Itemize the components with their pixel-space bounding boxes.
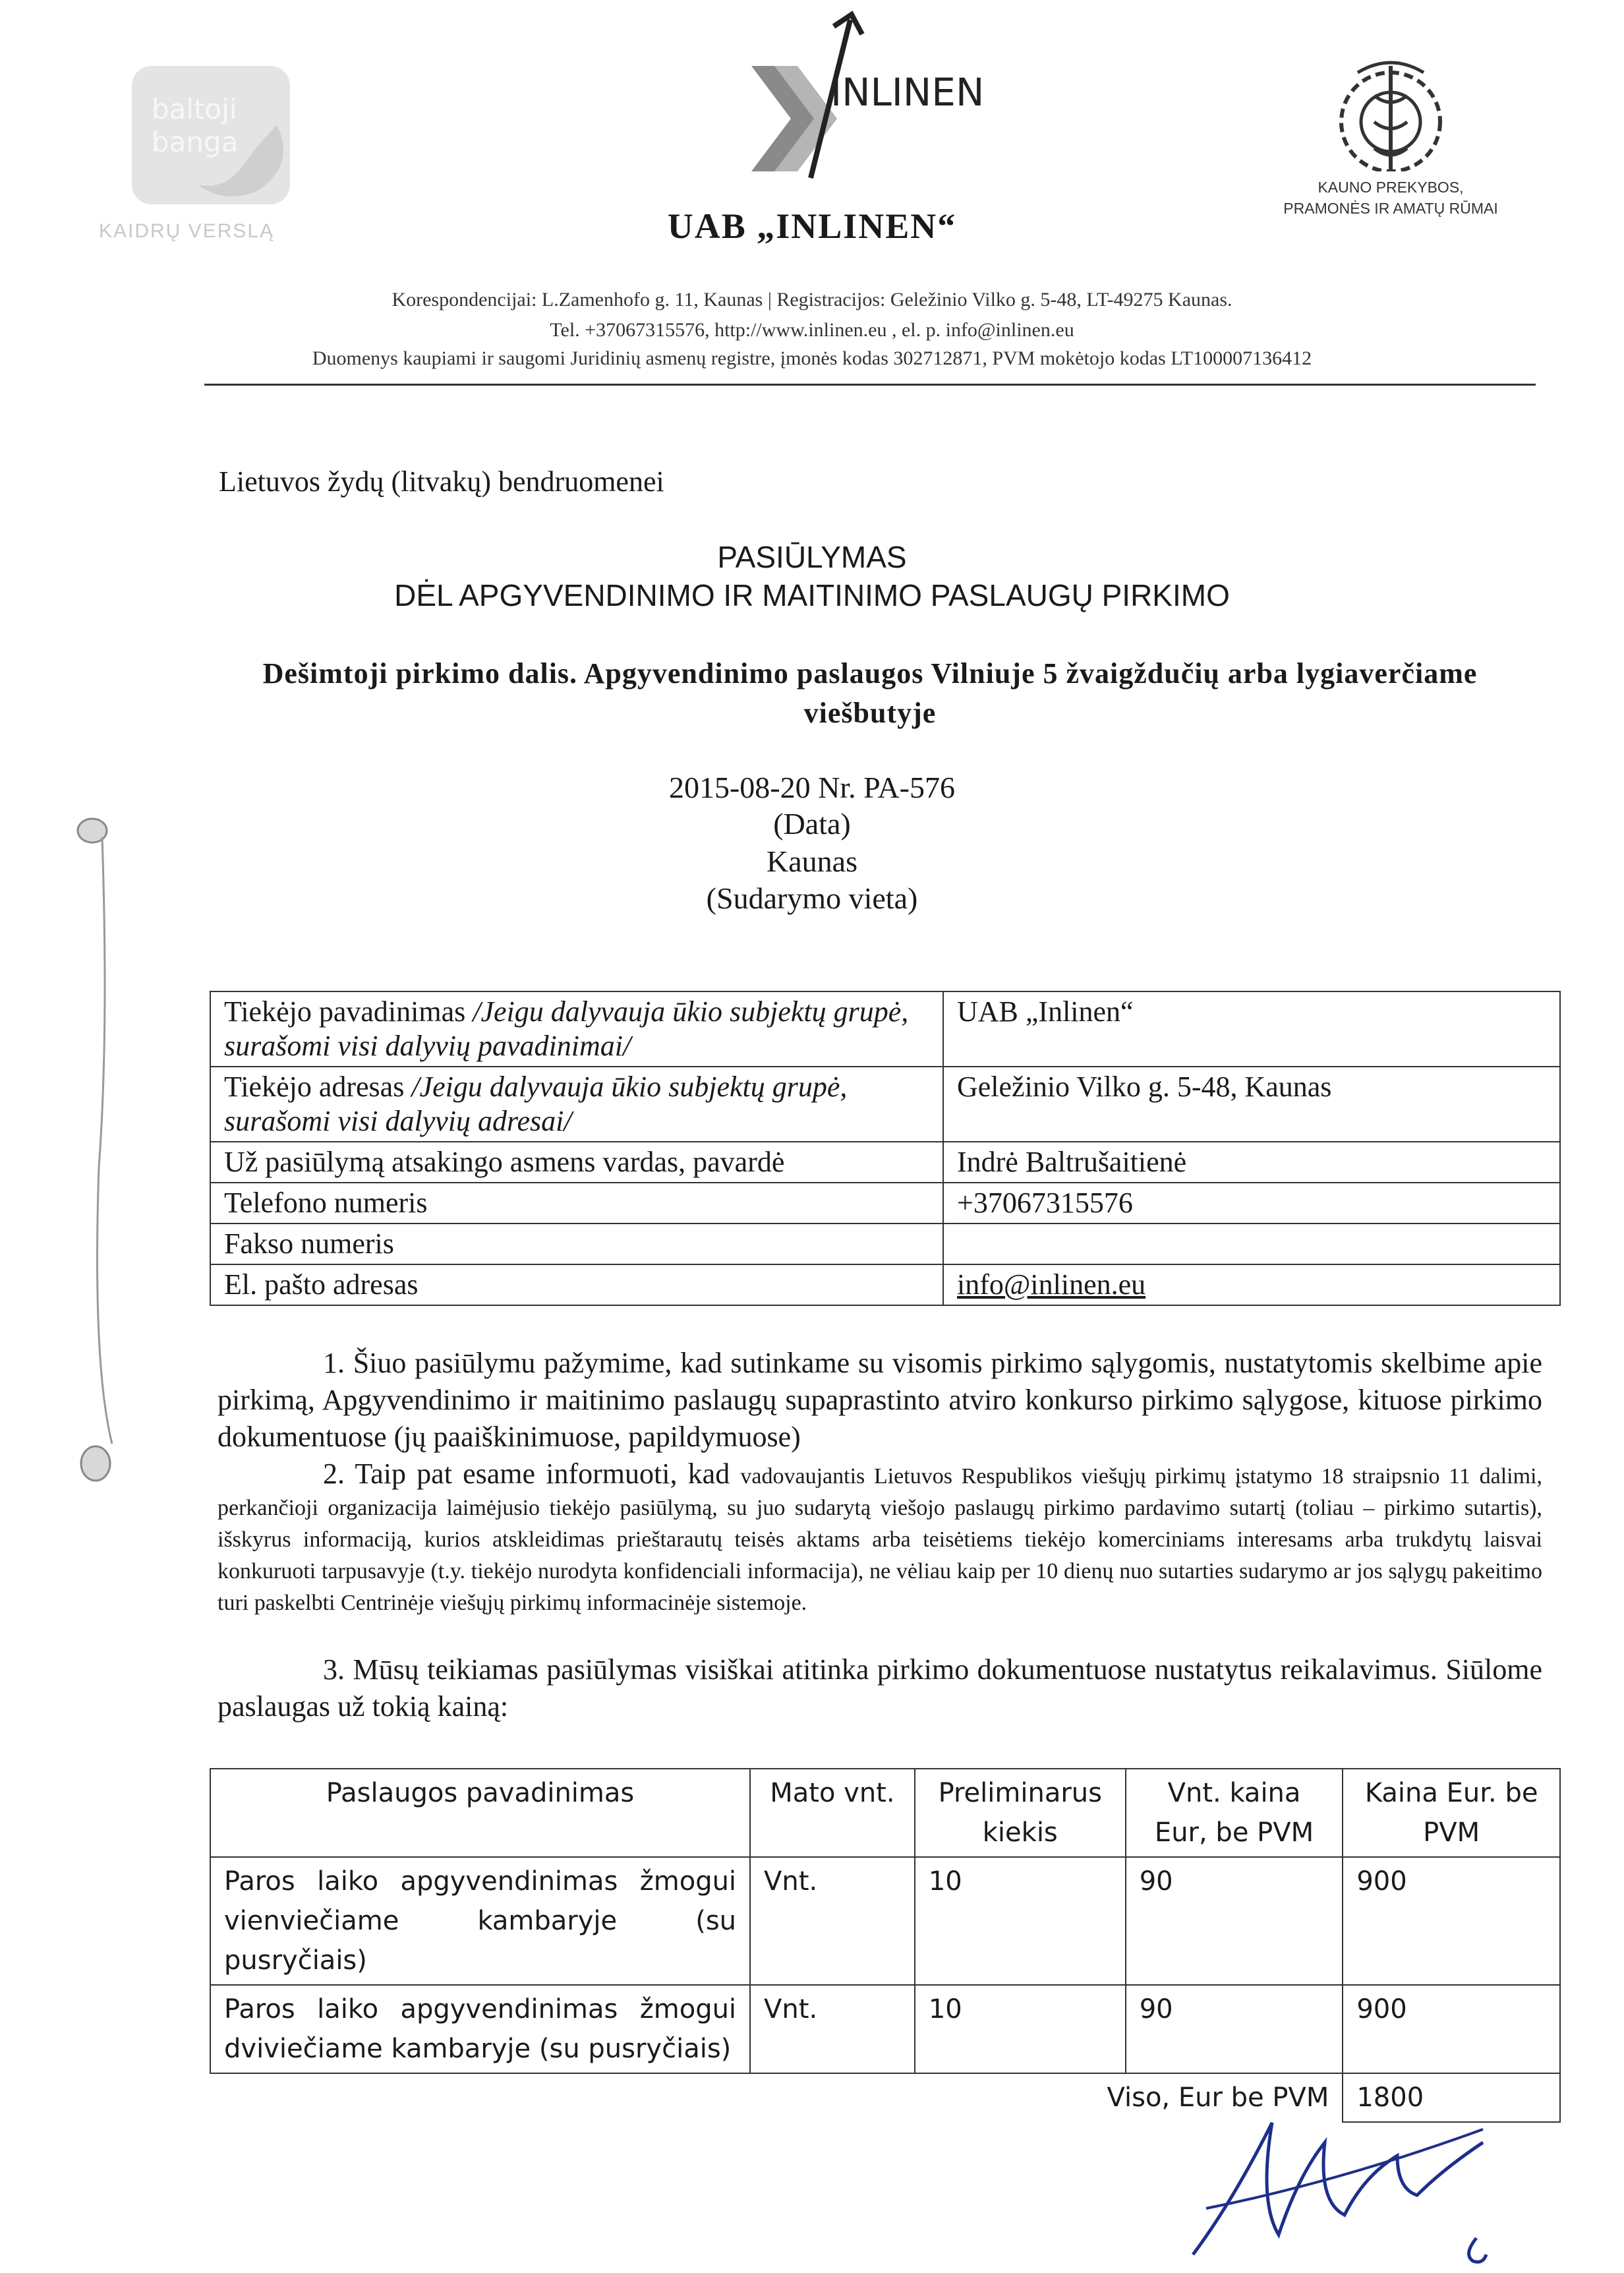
chamber-line-2: PRAMONĖS IR AMATŲ RŪMAI bbox=[1283, 200, 1498, 217]
procurement-part-title: Dešimtoji pirkimo dalis. Apgyvendinimo paslaugos Vilniuje 5 žvaigždučių arba lygiaverčiame viešbutyje bbox=[262, 657, 1478, 729]
quantity: 10 bbox=[915, 1857, 1126, 1985]
fax-label: Fakso numeris bbox=[210, 1224, 943, 1264]
supplier-info-table bbox=[210, 991, 1561, 1306]
place: Kaunas bbox=[767, 844, 857, 878]
contact-line-2: Tel. +37067315576, http://www.inlinen.eu , el. p. info@inlinen.eu bbox=[550, 319, 1074, 341]
table-row bbox=[210, 1067, 1560, 1142]
paragraph-2 bbox=[218, 1458, 1542, 1619]
addressee: Lietuvos žydų (litvakų) bendruomenei bbox=[219, 465, 664, 498]
document-title: PASIŪLYMAS bbox=[717, 540, 907, 574]
table-row bbox=[210, 1183, 1560, 1224]
service-name: Paros laiko apgyvendinimas žmogui dviviečiame kambaryje (su pusryčiais) bbox=[210, 1985, 750, 2073]
logo-word-2: banga bbox=[152, 126, 239, 158]
table-header-row bbox=[210, 1769, 1560, 1857]
contact-line-1: Korespondencijai: L.Zamenhofo g. 11, Kaunas | Registracijos: Geležinio Vilko g. 5-48, LT-49275 Kaunas. bbox=[392, 289, 1232, 310]
responsible-person-label: Už pasiūlymą atsakingo asmens vardas, pavardė bbox=[210, 1142, 943, 1183]
price: 900 bbox=[1343, 1985, 1560, 2073]
contact-line-3: Duomenys kaupiami ir saugomi Juridinių asmenų registre, įmonės kodas 302712871, PVM mokėtojo kodas LT100007136412 bbox=[312, 347, 1312, 369]
phone-label: Telefono numeris bbox=[210, 1183, 943, 1224]
total-value: 1800 bbox=[1343, 2073, 1560, 2122]
paragraph-2-lead: 2. Taip pat esame informuoti, kad bbox=[323, 1458, 741, 1490]
email-value[interactable]: info@inlinen.eu bbox=[943, 1264, 1560, 1305]
supplier-address-label: Tiekėjo adresas /Jeigu dalyvauja ūkio subjektų grupė, surašomi visi dalyvių adresai/ bbox=[210, 1067, 943, 1142]
inlinen-logo bbox=[712, 7, 1015, 204]
logo-caption: KAIDRŲ VERSLĄ bbox=[99, 220, 275, 242]
service-name: Paros laiko apgyvendinimas žmogui vienviečiame kambaryje (su pusryčiais) bbox=[210, 1857, 750, 1985]
table-row bbox=[210, 1142, 1560, 1183]
col-header-quantity: Preliminarus kiekis bbox=[915, 1769, 1126, 1857]
email-label: El. pašto adresas bbox=[210, 1264, 943, 1305]
supplier-address-value: Geležinio Vilko g. 5-48, Kaunas bbox=[943, 1067, 1560, 1142]
paragraph-2-body: vadovaujantis Lietuvos Respublikos viešųjų pirkimų įstatymo 18 straipsnio 11 dalimi, perkančioji organizacija laimėjusio tiekėjo pasiūlymą, su juo sudarytą viešojo paslaugų pirkimo pardavimo sutartį (toliau – pirkimo sutartis), išskyrus informaciją, kurios atskleidimas prieštarautų teisės aktams arba teisėtiems tiekėjo komerciniams interesams arba trukdytų laisvai konkuruoti tarpusavyje (t.y. tiekėjo nurodyta konfidenciali informacija), ne vėliau kaip per 10 dienų nuo sutarties sudarymo ar jos sąlygų pakeitimo turi paskelbti Centrinėje viešųjų pirkimų informacinėje sistemoje. bbox=[218, 1464, 1542, 1615]
table-row bbox=[210, 1224, 1560, 1264]
price-table bbox=[210, 1768, 1561, 2123]
quantity: 10 bbox=[915, 1985, 1126, 2073]
table-row bbox=[210, 1264, 1560, 1305]
unit-price: 90 bbox=[1126, 1857, 1343, 1985]
table-row bbox=[210, 1985, 1560, 2073]
table-row bbox=[210, 991, 1560, 1067]
fax-value bbox=[943, 1224, 1560, 1264]
total-spacer bbox=[210, 2073, 915, 2122]
company-name: UAB „INLINEN“ bbox=[667, 206, 957, 246]
phone-value: +37067315576 bbox=[943, 1183, 1560, 1224]
paragraph-3: 3. Mūsų teikiamas pasiūlymas visiškai atitinka pirkimo dokumentuose nustatytus reikalavimus. Siūlome paslaugas už tokią kainą: bbox=[218, 1653, 1542, 1723]
responsible-person-value: Indrė Baltrušaitienė bbox=[943, 1142, 1560, 1183]
handwritten-signature bbox=[1167, 2096, 1509, 2268]
col-header-unit: Mato vnt. bbox=[750, 1769, 915, 1857]
date-caption: (Data) bbox=[773, 807, 851, 841]
unit-price: 90 bbox=[1126, 1985, 1343, 2073]
table-row bbox=[210, 1857, 1560, 1985]
header-divider bbox=[204, 384, 1536, 386]
unit: Vnt. bbox=[750, 1857, 915, 1985]
supplier-name-value: UAB „Inlinen“ bbox=[943, 991, 1560, 1067]
col-header-service: Paslaugos pavadinimas bbox=[210, 1769, 750, 1857]
paragraph-1: 1. Šiuo pasiūlymu pažymime, kad sutinkame su visomis pirkimo sąlygomis, nustatytomis skelbime apie pirkimą, Apgyvendinimo ir maitinimo paslaugų supaprastinto atviro konkurso pirkimo sąlygose, kituose pirkimo dokumentuose (jų paaiškinimuose, papildymuose) bbox=[218, 1347, 1542, 1453]
chamber-line-1: KAUNO PREKYBOS, bbox=[1318, 179, 1464, 196]
price: 900 bbox=[1343, 1857, 1560, 1985]
logo-word-1: baltoji bbox=[152, 93, 237, 125]
col-header-price: Kaina Eur. be PVM bbox=[1343, 1769, 1560, 1857]
unit: Vnt. bbox=[750, 1985, 915, 2073]
place-caption: (Sudarymo vieta) bbox=[706, 881, 918, 915]
document-subtitle: DĖL APGYVENDINIMO IR MAITINIMO PASLAUGŲ PIRKIMO bbox=[394, 578, 1230, 612]
brand-logo-text: INLINEN bbox=[830, 70, 985, 115]
date-number: 2015-08-20 Nr. PA-576 bbox=[668, 771, 956, 804]
supplier-name-label: Tiekėjo pavadinimas /Jeigu dalyvauja ūkio subjektų grupė, surašomi visi dalyvių pavadinimai/ bbox=[210, 991, 943, 1067]
col-header-unit-price: Vnt. kaina Eur, be PVM bbox=[1126, 1769, 1343, 1857]
total-label: Viso, Eur be PVM bbox=[915, 2073, 1343, 2122]
chamber-name bbox=[1226, 177, 1555, 219]
